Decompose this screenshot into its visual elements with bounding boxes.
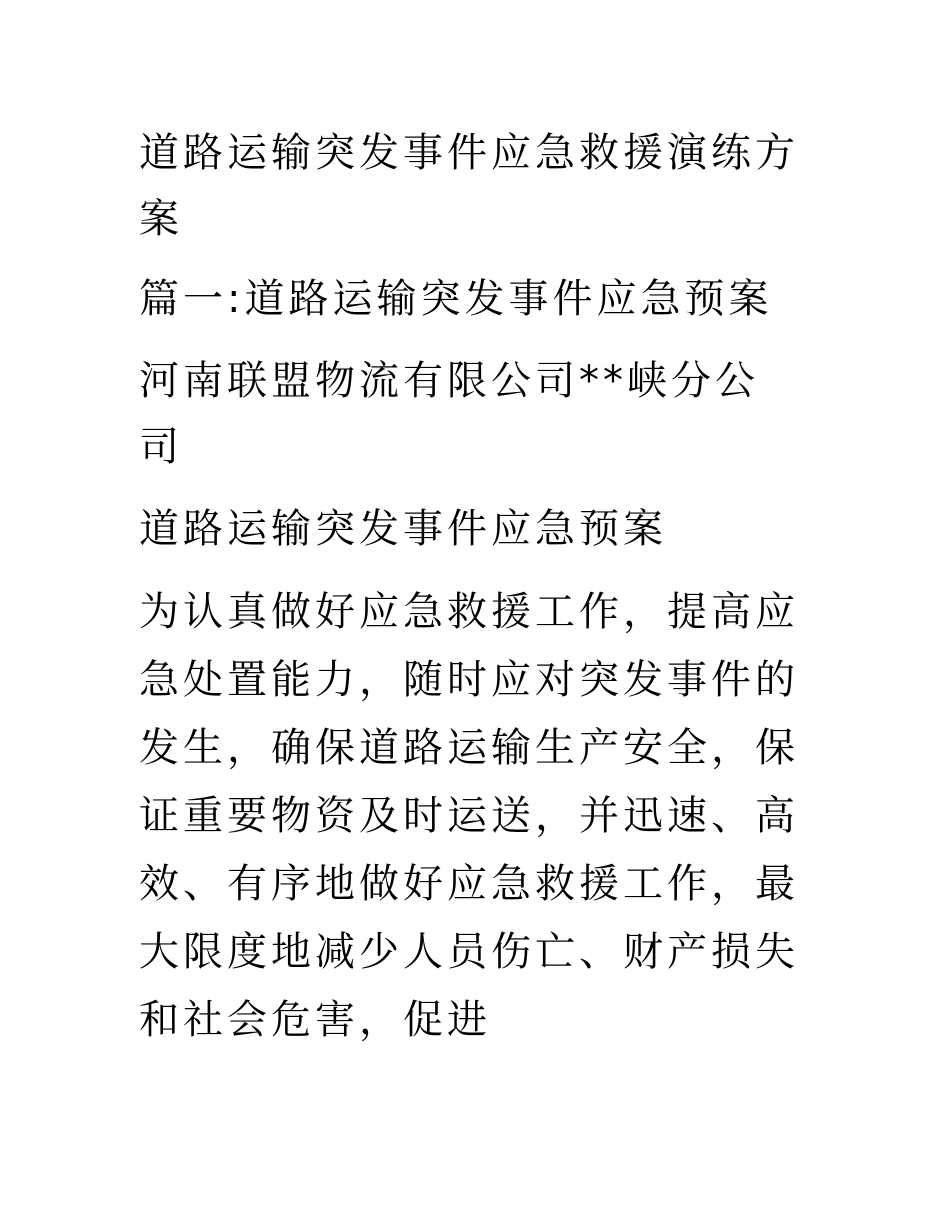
document-content — [139, 120, 799, 1054]
document-title: 道路运输突发事件应急救援演练方案 — [139, 130, 799, 242]
plan-heading: 道路运输突发事件应急预案 — [139, 506, 667, 552]
company-name: 河南联盟物流有限公司**峡分公司 — [139, 358, 759, 470]
section-title: 篇一:道路运输突发事件应急预案 — [139, 276, 773, 322]
body-paragraph: 为认真做好应急救援工作，提高应急处置能力，随时应对突发事件的发生，确保道路运输生产安全，保证重要物资及时运送，并迅速、高效、有序地做好应急救援工作，最大限度地减少人员伤亡、财产损失和社会危害，促进 — [139, 589, 799, 1043]
